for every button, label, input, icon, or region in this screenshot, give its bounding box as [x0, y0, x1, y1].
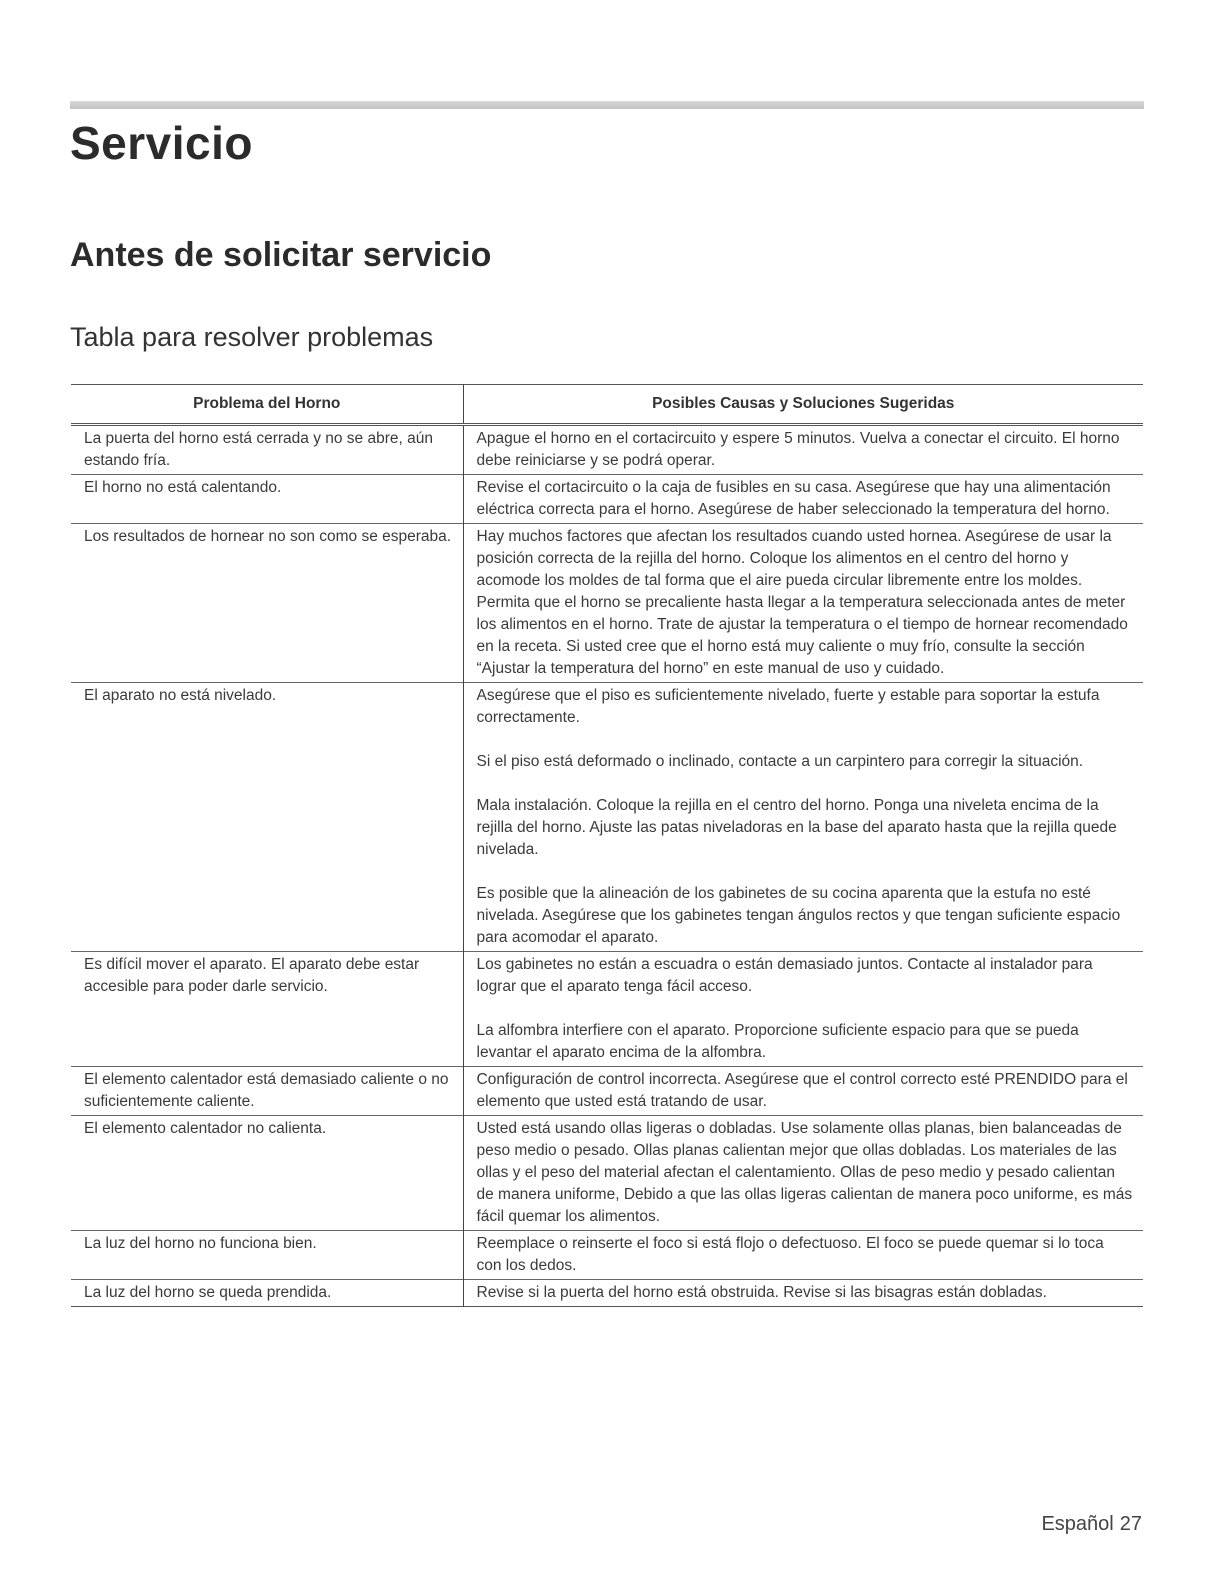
solution-cell	[463, 1280, 1143, 1307]
solution-cell	[463, 1116, 1143, 1231]
solution-paragraph: Configuración de control incorrecta. Asegúrese que el control correcto esté PRENDIDO para el elemento que usted está tratando de usar.	[476, 1071, 1128, 1110]
problem-cell: El aparato no está nivelado.	[71, 683, 463, 952]
problem-cell: El elemento calentador está demasiado caliente o no suficientemente caliente.	[71, 1067, 463, 1116]
table-row	[71, 425, 1143, 475]
table-row	[71, 475, 1143, 524]
table-row	[71, 1116, 1143, 1231]
solution-cell	[463, 524, 1143, 683]
solution-cell	[463, 683, 1143, 952]
problem-cell: Es difícil mover el aparato. El aparato debe estar accesible para poder darle servicio.	[71, 952, 463, 1067]
section-heading: Antes de solicitar servicio	[70, 236, 492, 274]
column-header-problem: Problema del Horno	[71, 385, 463, 425]
table-row	[71, 1280, 1143, 1307]
solution-paragraph: Revise el cortacircuito o la caja de fusibles en su casa. Asegúrese que hay una alimentación eléctrica correcta para el horno. Asegúrese de haber seleccionado la temperatura del horno.	[476, 479, 1111, 518]
problem-cell: El horno no está calentando.	[71, 475, 463, 524]
column-header-solution: Posibles Causas y Soluciones Sugeridas	[463, 385, 1143, 425]
solution-paragraph: Hay muchos factores que afectan los resultados cuando usted hornea. Asegúrese de usar la posición correcta de la rejilla del horno. Coloque los alimentos en el centro del horno y acomode los moldes de tal forma que el aire pueda circular libremente entre los moldes. Permita que el horno se precaliente hasta llegar a la temperatura seleccionada antes de meter los alimentos en el horno. Trate de ajustar la temperatura o el tiempo de hornear recomendado en la receta. Si usted cree que el horno está muy caliente o muy frío, consulte la sección “Ajustar la temperatura del horno” en este manual de uso y cuidado.	[476, 528, 1128, 677]
table-body	[71, 425, 1143, 1307]
table-row	[71, 524, 1143, 683]
solution-paragraph: Usted está usando ollas ligeras o dobladas. Use solamente ollas planas, bien balanceadas de peso medio o pesado. Ollas planas calientan mejor que ollas dobladas. Los materiales de las ollas y el peso del material afectan el calentamiento. Ollas de peso medio y pesado calientan de manera uniforme, Debido a que las ollas ligeras calientan de manera poco uniforme, es más fácil quemar los alimentos.	[476, 1120, 1133, 1225]
troubleshooting-table	[71, 384, 1143, 1307]
problem-cell: Los resultados de hornear no son como se esperaba.	[71, 524, 463, 683]
solution-paragraph: La alfombra interfiere con el aparato. Proporcione suficiente espacio para que se pueda levantar el aparato encima de la alfombra.	[476, 1022, 1079, 1061]
header-rule	[70, 101, 1144, 109]
table-header-row	[71, 385, 1143, 425]
table-row	[71, 683, 1143, 952]
table-row	[71, 952, 1143, 1067]
solution-paragraph: Si el piso está deformado o inclinado, contacte a un carpintero para corregir la situación.	[476, 753, 1084, 770]
solution-cell	[463, 1067, 1143, 1116]
solution-cell	[463, 952, 1143, 1067]
table-row	[71, 1067, 1143, 1116]
page-footer	[1041, 1513, 1142, 1536]
solution-paragraph: Apague el horno en el cortacircuito y espere 5 minutos. Vuelva a conectar el circuito. El horno debe reiniciarse y se podrá operar.	[476, 430, 1120, 469]
page-number: 27	[1119, 1513, 1142, 1535]
solution-paragraph: Reemplace o reinserte el foco si está flojo o defectuoso. El foco se puede quemar si lo toca con los dedos.	[476, 1235, 1104, 1274]
problem-cell: El elemento calentador no calienta.	[71, 1116, 463, 1231]
solution-cell	[463, 425, 1143, 475]
table-row	[71, 1231, 1143, 1280]
problem-cell: La luz del horno no funciona bien.	[71, 1231, 463, 1280]
solution-paragraph: Los gabinetes no están a escuadra o están demasiado juntos. Contacte al instalador para lograr que el aparato tenga fácil acceso.	[476, 956, 1093, 995]
solution-cell	[463, 1231, 1143, 1280]
footer-language: Español	[1041, 1513, 1114, 1535]
solution-paragraph: Es posible que la alineación de los gabinetes de su cocina aparenta que la estufa no esté nivelada. Asegúrese que los gabinetes tengan ángulos rectos y que tengan suficiente espacio para acomodar el aparato.	[476, 885, 1121, 946]
page-title: Servicio	[70, 117, 253, 169]
problem-cell: La puerta del horno está cerrada y no se abre, aún estando fría.	[71, 425, 463, 475]
solution-paragraph: Mala instalación. Coloque la rejilla en el centro del horno. Ponga una niveleta encima de la rejilla del horno. Ajuste las patas niveladoras en la base del aparato hasta que la rejilla quede nivelada.	[476, 797, 1117, 858]
solution-paragraph: Revise si la puerta del horno está obstruida. Revise si las bisagras están dobladas.	[476, 1284, 1047, 1301]
subsection-heading: Tabla para resolver problemas	[70, 322, 434, 352]
solution-cell	[463, 475, 1143, 524]
problem-cell: La luz del horno se queda prendida.	[71, 1280, 463, 1307]
solution-paragraph: Asegúrese que el piso es suficientemente nivelado, fuerte y estable para soportar la estufa correctamente.	[476, 687, 1100, 726]
